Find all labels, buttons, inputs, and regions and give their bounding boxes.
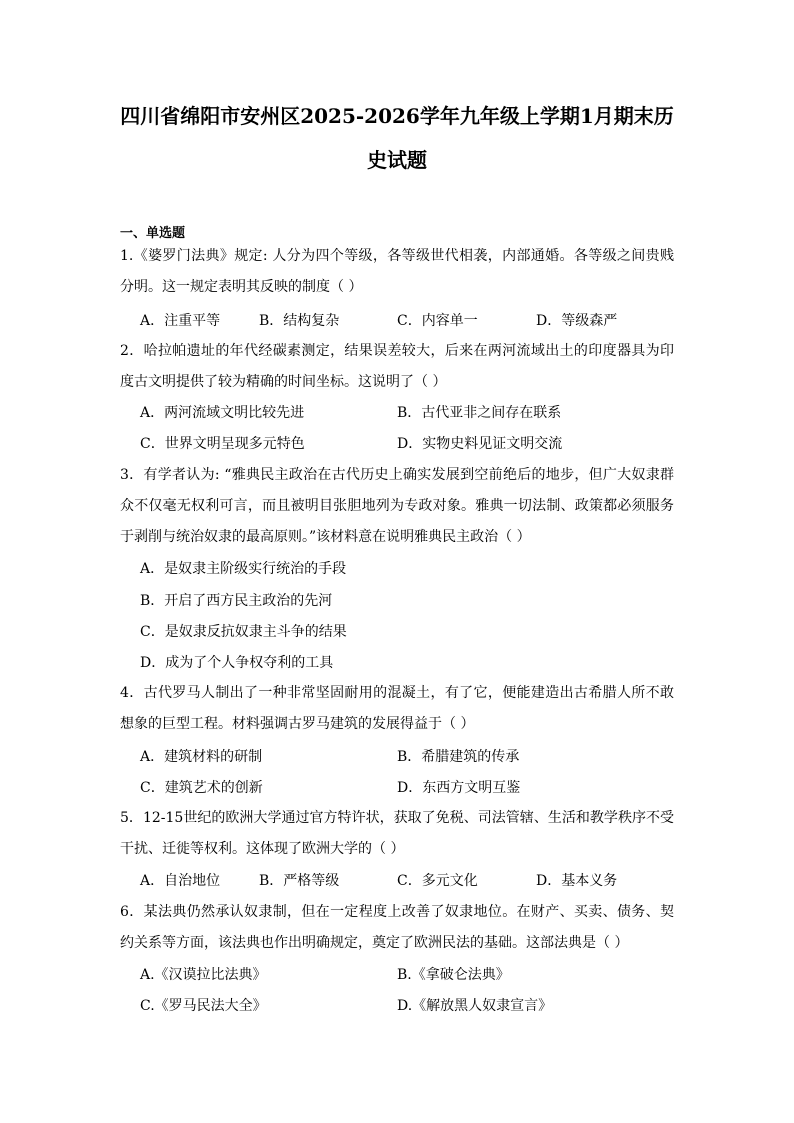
question-1-option-b: B．结构复杂 xyxy=(259,313,340,329)
question-4-option-d: D．东西方文明互鉴 xyxy=(397,780,521,796)
question-5-option-b: B．严格等级 xyxy=(259,873,340,889)
question-3-stem: 3．有学者认为: “雅典民主政治在古代历史上确实发展到空前绝后的地步，但广大奴隶群众不仅毫无权利可言，而且被明目张胆地列为专政对象。雅典一切法制、政策都必须服务于剥削与统治奴隶的最高原则。”该材料意在说明雅典民主政治（ ） xyxy=(120,467,674,545)
exam-title-line-1: 四川省绵阳市安州区2025-2026学年九年级上学期1月期末历 xyxy=(120,104,674,128)
question-2-option-b: B．古代亚非之间存在联系 xyxy=(397,405,562,421)
question-3-option-a: A．是奴隶主阶级实行统治的手段 xyxy=(140,561,347,577)
question-1-option-c: C．内容单一 xyxy=(397,313,478,329)
question-4-stem: 4．古代罗马人制出了一种非常坚固耐用的混凝土，有了它，便能建造出古希腊人所不敢想象的巨型工程。材料强调古罗马建筑的发展得益于（ ） xyxy=(120,685,674,732)
question-6-option-c: C.《罗马民法大全》 xyxy=(140,998,267,1014)
question-5-stem: 5．12-15世纪的欧洲大学通过官方特许状，获取了免税、司法管辖、生活和教学秩序不受干扰、迁徙等权利。这体现了欧洲大学的（ ） xyxy=(120,810,674,857)
question-6-option-d: D.《解放黑人奴隶宣言》 xyxy=(397,998,553,1014)
question-3-option-b: B．开启了西方民主政治的先河 xyxy=(140,593,333,609)
question-1-option-a: A．注重平等 xyxy=(140,313,221,329)
question-4-option-b: B．希腊建筑的传承 xyxy=(397,749,520,765)
exam-title xyxy=(110,94,684,182)
question-4-option-a: A．建筑材料的研制 xyxy=(140,749,263,765)
question-6-option-b: B.《拿破仑法典》 xyxy=(397,967,510,983)
question-6-stem: 6．某法典仍然承认奴隶制，但在一定程度上改善了奴隶地位。在财产、买卖、债务、契约关系等方面，该法典也作出明确规定，奠定了欧洲民法的基础。这部法典是（ ） xyxy=(120,904,674,951)
question-5-option-a: A．自治地位 xyxy=(140,873,221,889)
question-5-option-c: C．多元文化 xyxy=(397,873,478,889)
question-2-stem: 2．哈拉帕遗址的年代经碳素测定，结果误差较大，后来在两河流域出土的印度器具为印度古文明提供了较为精确的时间坐标。这说明了（ ） xyxy=(120,343,674,390)
exam-title-line-2: 史试题 xyxy=(367,148,427,172)
question-2-option-c: C．世界文明呈现多元特色 xyxy=(140,436,305,452)
question-2-option-a: A．两河流域文明比较先进 xyxy=(140,405,305,421)
question-4-option-c: C．建筑艺术的创新 xyxy=(140,780,263,796)
question-5-option-d: D．基本义务 xyxy=(536,873,618,889)
section-heading: 一、单选题 xyxy=(120,226,186,241)
question-1-stem: 1.《婆罗门法典》规定: 人分为四个等级，各等级世代相袭，内部通婚。各等级之间贵贱分明。这一规定表明其反映的制度（ ） xyxy=(120,248,674,295)
question-6-option-a: A.《汉谟拉比法典》 xyxy=(140,967,267,983)
question-2-option-d: D．实物史料见证文明交流 xyxy=(397,436,563,452)
question-3-option-c: C．是奴隶反抗奴隶主斗争的结果 xyxy=(140,624,347,640)
question-1-option-d: D．等级森严 xyxy=(536,313,618,329)
question-3-option-d: D．成为了个人争权夺利的工具 xyxy=(140,655,334,671)
